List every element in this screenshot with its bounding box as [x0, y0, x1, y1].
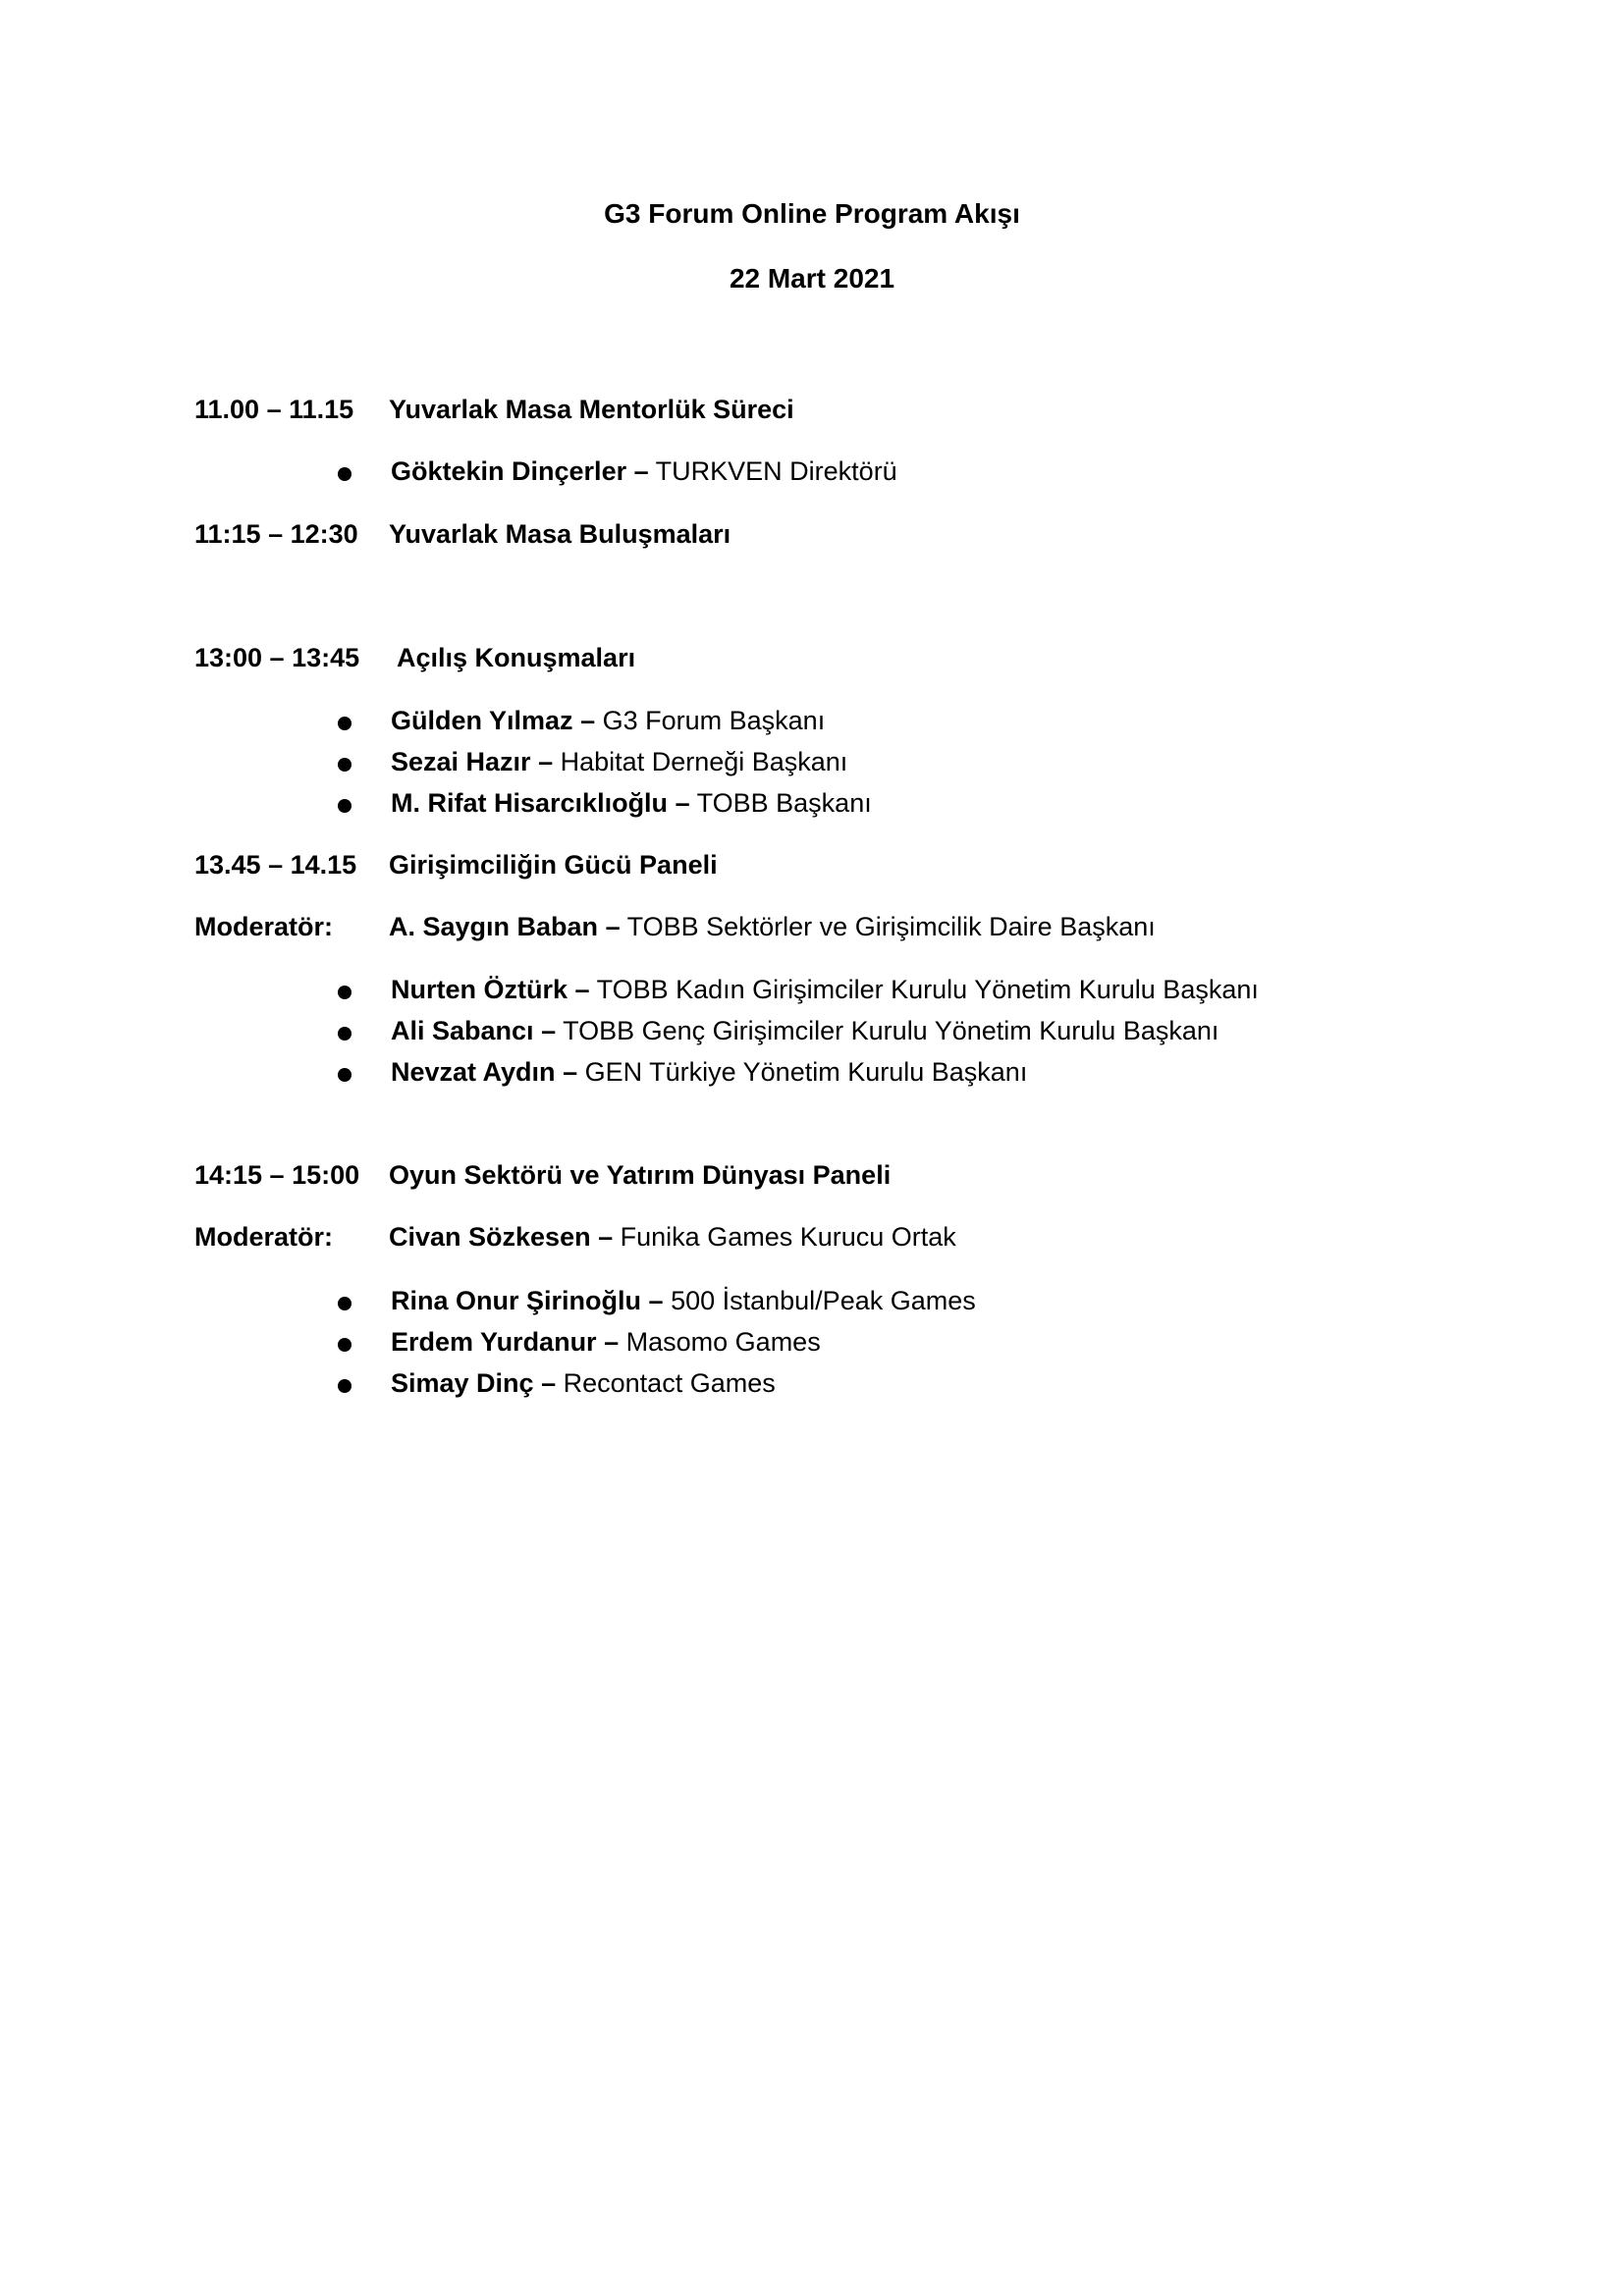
bullet-icon: [338, 986, 352, 999]
moderator-role: Funika Games Kurucu Ortak: [620, 1222, 956, 1252]
speaker-separator: –: [648, 1286, 664, 1315]
moderator-label: Moderatör:: [194, 1222, 333, 1252]
speaker-role: TURKVEN Direktörü: [655, 456, 897, 486]
session-time: 11:15 – 12:30: [194, 519, 358, 549]
speaker-name: Nevzat Aydın: [391, 1057, 556, 1087]
speaker-separator: –: [541, 1368, 557, 1398]
speaker-role: 500 İstanbul/Peak Games: [671, 1286, 976, 1315]
session-title: Açılış Konuşmaları: [397, 643, 636, 672]
speaker: [391, 1057, 1027, 1088]
speaker-name: M. Rifat Hisarcıklıoğlu: [391, 788, 669, 818]
page-title: G3 Forum Online Program Akışı: [604, 198, 1020, 229]
bullet-icon: [338, 1068, 352, 1082]
speaker-separator: –: [541, 1016, 557, 1045]
bullet-icon: [338, 1297, 352, 1310]
speaker-name: Gülden Yılmaz: [391, 706, 573, 735]
session-time: 13:00 – 13:45: [194, 643, 360, 672]
bullet-icon: [338, 467, 352, 481]
speaker: [391, 788, 872, 819]
speaker: [391, 1286, 976, 1316]
speaker-name: Simay Dinç: [391, 1368, 534, 1398]
speaker: [391, 706, 825, 736]
moderator-separator: –: [598, 1222, 614, 1252]
speaker-separator: –: [675, 788, 690, 818]
speaker-role: G3 Forum Başkanı: [602, 706, 826, 735]
bullet-icon: [338, 799, 352, 813]
moderator-separator: –: [605, 912, 621, 941]
speaker: [391, 1327, 821, 1358]
speaker: [391, 1368, 776, 1399]
speaker-separator: –: [538, 747, 554, 776]
bullet-icon: [338, 1379, 352, 1393]
speaker-name: Erdem Yurdanur: [391, 1327, 597, 1357]
moderator: [389, 912, 1156, 942]
moderator-label: Moderatör:: [194, 912, 333, 941]
speaker: [391, 975, 1259, 1005]
speaker-name: Ali Sabancı: [391, 1016, 534, 1045]
bullet-icon: [338, 758, 352, 772]
session-time: 14:15 – 15:00: [194, 1160, 360, 1190]
speaker-role: Recontact Games: [563, 1368, 776, 1398]
bullet-icon: [338, 1338, 352, 1352]
speaker-role: GEN Türkiye Yönetim Kurulu Başkanı: [584, 1057, 1028, 1087]
speaker: [391, 456, 897, 487]
moderator-name: Civan Sözkesen: [389, 1222, 591, 1252]
speaker-role: TOBB Başkanı: [696, 788, 872, 818]
session-title: Yuvarlak Masa Buluşmaları: [389, 519, 731, 549]
session-time: 13.45 – 14.15: [194, 850, 357, 880]
speaker: [391, 1016, 1218, 1046]
speaker-separator: –: [574, 975, 590, 1004]
speaker-separator: –: [604, 1327, 620, 1357]
speaker-separator: –: [563, 1057, 578, 1087]
session-title: Girişimciliğin Gücü Paneli: [389, 850, 718, 880]
bullet-icon: [338, 1027, 352, 1041]
speaker: [391, 747, 847, 777]
speaker-separator: –: [580, 706, 596, 735]
speaker-role: TOBB Kadın Girişimciler Kurulu Yönetim Kurulu Başkanı: [596, 975, 1259, 1004]
speaker-role: Habitat Derneği Başkanı: [560, 747, 848, 776]
session-time: 11.00 – 11.15: [194, 395, 354, 424]
speaker-name: Göktekin Dinçerler: [391, 456, 627, 486]
session-title: Yuvarlak Masa Mentorlük Süreci: [389, 395, 794, 424]
moderator: [389, 1222, 956, 1253]
moderator-role: TOBB Sektörler ve Girişimcilik Daire Başkanı: [626, 912, 1156, 941]
speaker-name: Rina Onur Şirinoğlu: [391, 1286, 641, 1315]
speaker-separator: –: [633, 456, 649, 486]
speaker-name: Sezai Hazır: [391, 747, 531, 776]
speaker-role: Masomo Games: [625, 1327, 821, 1357]
page-date: 22 Mart 2021: [729, 263, 895, 294]
speaker-role: TOBB Genç Girişimciler Kurulu Yönetim Kurulu Başkanı: [563, 1016, 1219, 1045]
bullet-icon: [338, 717, 352, 730]
speaker-name: Nurten Öztürk: [391, 975, 568, 1004]
moderator-name: A. Saygın Baban: [389, 912, 599, 941]
session-title: Oyun Sektörü ve Yatırım Dünyası Paneli: [389, 1160, 892, 1190]
